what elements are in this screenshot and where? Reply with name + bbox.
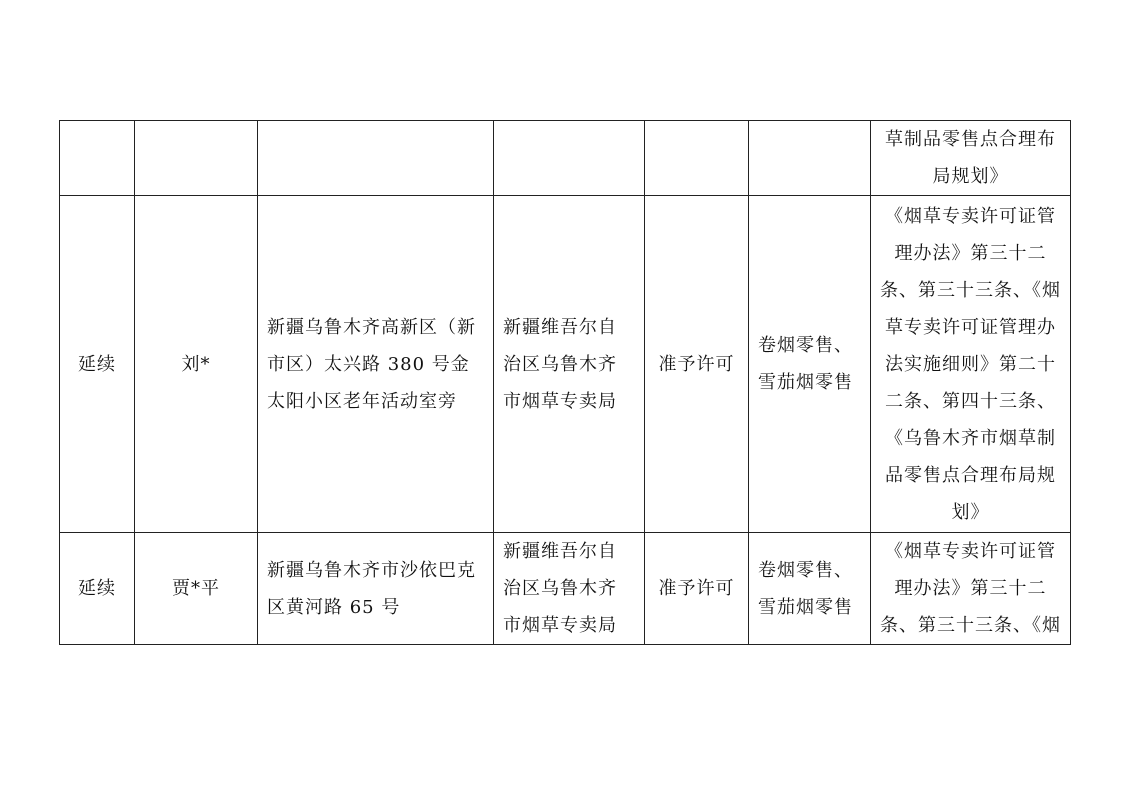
cell-type: 延续 xyxy=(60,196,135,533)
cell-address xyxy=(258,121,494,196)
table-row xyxy=(60,196,1071,533)
cell-scope: 卷烟零售、雪茄烟零售 xyxy=(749,196,871,533)
cell-basis xyxy=(871,196,1071,533)
cell-name: 刘* xyxy=(135,196,258,533)
cell-decision xyxy=(645,121,749,196)
basis-text: 草制品零售点合理布局规划》 xyxy=(885,129,1056,187)
cell-address: 新疆乌鲁木齐高新区（新市区）太兴路 380 号金太阳小区老年活动室旁 xyxy=(258,196,494,533)
permit-table xyxy=(59,120,1071,645)
basis-text: 《烟草专卖许可证管理办法》第三十二条、第三十三条、《烟 xyxy=(880,541,1061,636)
table-row xyxy=(60,121,1071,196)
cell-scope: 卷烟零售、雪茄烟零售 xyxy=(749,533,871,645)
table-row xyxy=(60,533,1071,645)
cell-authority: 新疆维吾尔自治区乌鲁木齐市烟草专卖局 xyxy=(494,533,645,645)
cell-scope xyxy=(749,121,871,196)
cell-basis xyxy=(871,121,1071,196)
cell-name: 贾*平 xyxy=(135,533,258,645)
cell-authority: 新疆维吾尔自治区乌鲁木齐市烟草专卖局 xyxy=(494,196,645,533)
cell-name xyxy=(135,121,258,196)
cell-address: 新疆乌鲁木齐市沙依巴克区黄河路 65 号 xyxy=(258,533,494,645)
cell-basis xyxy=(871,533,1071,645)
cell-decision: 准予许可 xyxy=(645,533,749,645)
basis-text: 《烟草专卖许可证管理办法》第三十二条、第三十三条、《烟草专卖许可证管理办法实施细则》第二十二条、第四十三条、《乌鲁木齐市烟草制品零售点合理布局规划》 xyxy=(880,205,1061,523)
cell-decision: 准予许可 xyxy=(645,196,749,533)
cell-authority xyxy=(494,121,645,196)
cell-type: 延续 xyxy=(60,533,135,645)
cell-type xyxy=(60,121,135,196)
